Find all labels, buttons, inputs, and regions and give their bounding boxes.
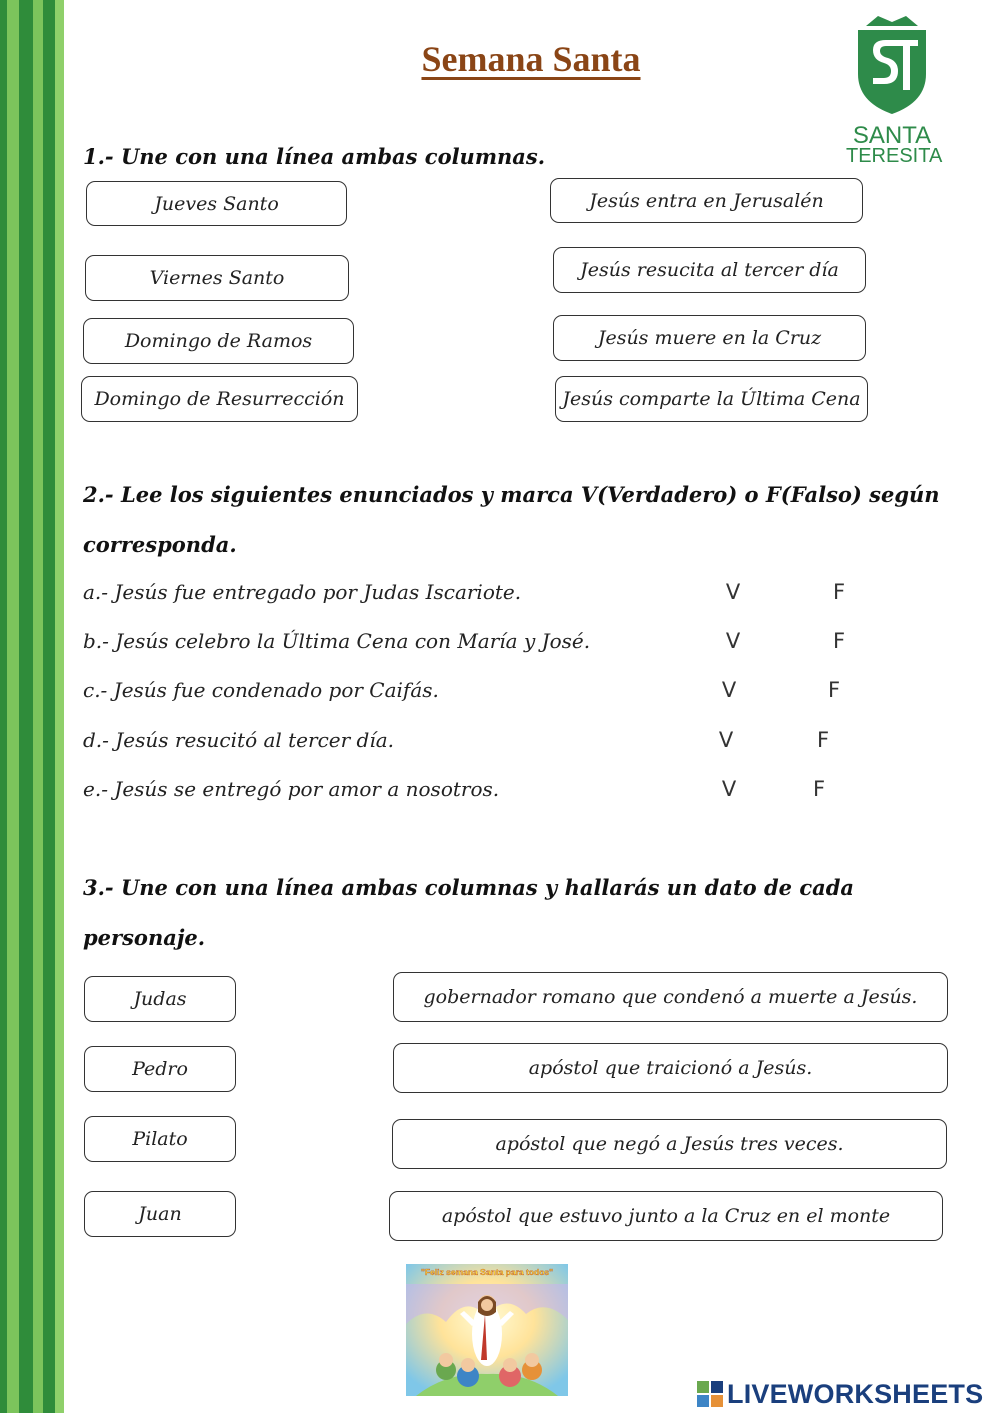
stripe (33, 0, 43, 1413)
jesus-risen-illustration (406, 1264, 568, 1396)
character-item[interactable]: Judas (84, 976, 236, 1022)
stripe (19, 0, 33, 1413)
santa-teresita-shield-icon (846, 10, 938, 118)
character-fact[interactable]: apóstol que estuvo junto a la Cruz en el monte (389, 1191, 943, 1241)
true-option[interactable]: V (725, 580, 741, 604)
statement-b: b.- Jesús celebro la Última Cena con María y José. (83, 629, 591, 653)
match-right-item[interactable]: Jesús entra en Jerusalén (550, 178, 863, 223)
liveworksheets-footer (697, 1376, 983, 1412)
section-3-heading-line2: personaje. (83, 925, 206, 950)
true-option[interactable]: V (721, 777, 737, 801)
character-fact[interactable]: gobernador romano que condenó a muerte a Jesús. (393, 972, 948, 1022)
stripe (0, 0, 7, 1413)
stripe (7, 0, 19, 1413)
match-left-item[interactable]: Domingo de Ramos (83, 318, 354, 364)
section-3-heading-line1: 3.- Une con una línea ambas columnas y hallarás un dato de cada (83, 875, 855, 900)
logo-text-santa: SANTA (852, 122, 932, 149)
match-right-item[interactable]: Jesús resucita al tercer día (553, 247, 866, 293)
true-option[interactable]: V (718, 728, 734, 752)
match-left-item[interactable]: Jueves Santo (86, 181, 347, 226)
true-option[interactable]: V (721, 678, 737, 702)
section-2-heading-line1: 2.- Lee los siguientes enunciados y marca V(Verdadero) o F(Falso) según (83, 482, 940, 507)
illustration-caption: "Feliz semana Santa para todos" (420, 1267, 554, 1277)
false-option[interactable]: F (816, 728, 830, 752)
false-option[interactable]: F (832, 629, 846, 653)
statement-d: d.- Jesús resucitó al tercer día. (83, 728, 395, 752)
stripe (55, 0, 64, 1413)
false-option[interactable]: F (812, 777, 826, 801)
character-item[interactable]: Pedro (84, 1046, 236, 1092)
statement-c: c.- Jesús fue condenado por Caifás. (83, 678, 439, 702)
left-decorative-stripes (0, 0, 66, 1413)
liveworksheets-brand: LIVEWORKSHEETS (727, 1378, 984, 1409)
section-1-heading: 1.- Une con una línea ambas columnas. (83, 144, 546, 169)
match-left-item[interactable]: Viernes Santo (85, 255, 349, 301)
character-item[interactable]: Pilato (84, 1116, 236, 1162)
character-fact[interactable]: apóstol que negó a Jesús tres veces. (392, 1119, 947, 1169)
false-option[interactable]: F (827, 678, 841, 702)
statement-e: e.- Jesús se entregó por amor a nosotros. (83, 777, 500, 801)
liveworksheets-logo-icon (697, 1381, 723, 1407)
illustration-art (406, 1264, 568, 1396)
logo-text-teresita: TERESITA (846, 145, 943, 167)
match-right-item[interactable]: Jesús muere en la Cruz (553, 315, 866, 361)
false-option[interactable]: F (832, 580, 846, 604)
match-left-item[interactable]: Domingo de Resurrección (81, 376, 358, 422)
character-fact[interactable]: apóstol que traicionó a Jesús. (393, 1043, 948, 1093)
school-logo (846, 10, 943, 167)
section-2-heading-line2: corresponda. (83, 532, 237, 557)
statement-a: a.- Jesús fue entregado por Judas Iscariote. (83, 580, 522, 604)
match-right-item[interactable]: Jesús comparte la Última Cena (555, 376, 868, 422)
character-item[interactable]: Juan (84, 1191, 236, 1237)
stripe (43, 0, 55, 1413)
true-option[interactable]: V (725, 629, 741, 653)
page-title: Semana Santa (421, 39, 641, 79)
